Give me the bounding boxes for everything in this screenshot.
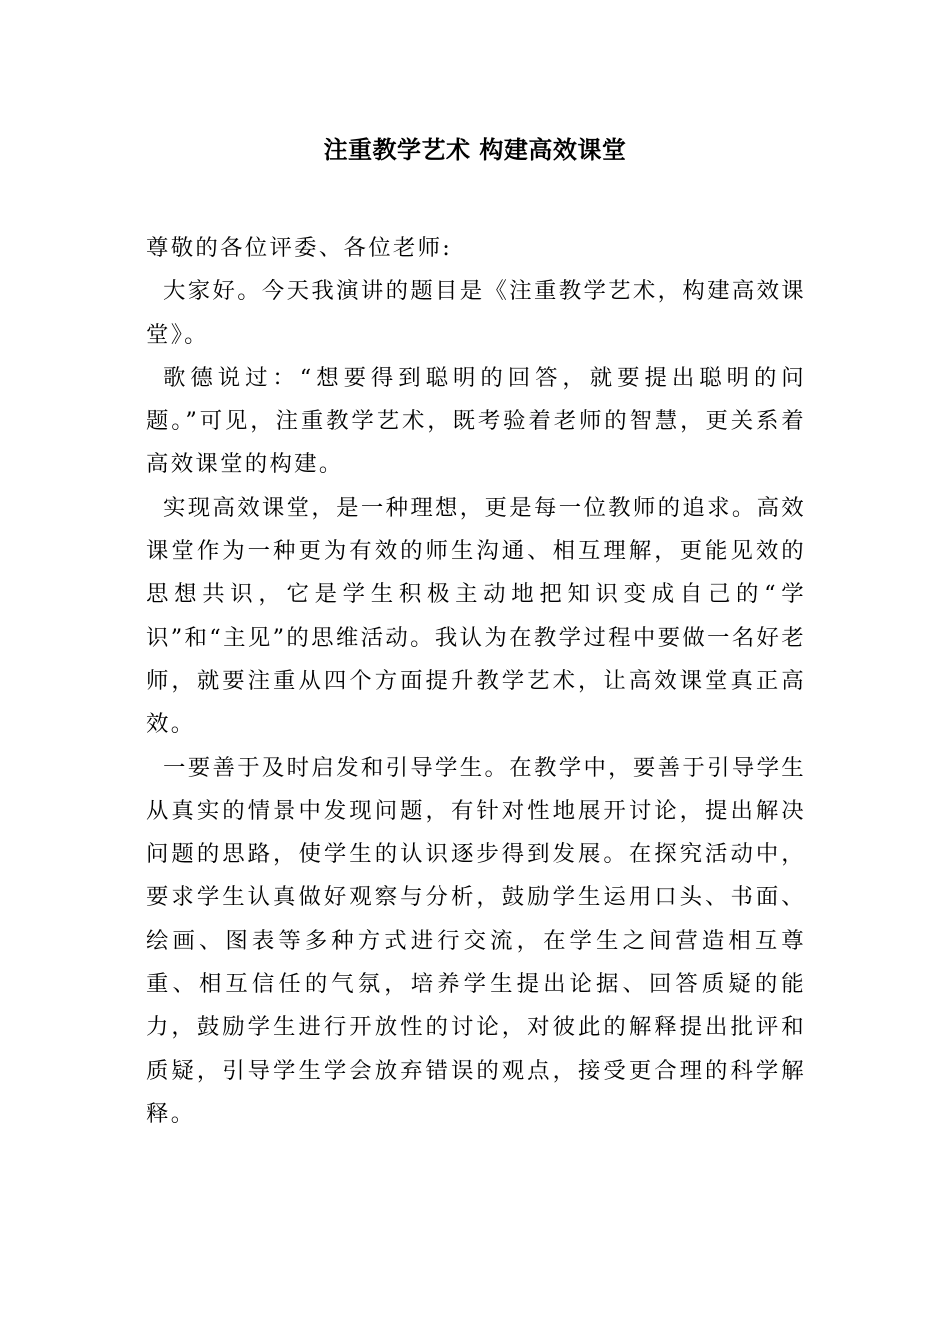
document-title: 注重教学艺术 构建高效课堂 xyxy=(323,136,627,164)
paragraph-point-one: 一要善于及时启发和引导学生。在教学中，要善于引导学生从真实的情景中发现问题，有针对性地展开讨论，提出解决问题的思路，使学生的认识逐步得到发展。在探究活动中，要求学生认真做好观察与分析，鼓励学生运用口头、书面、绘画、图表等多种方式进行交流，在学生之间营造相互尊重、相互信任的气氛，培养学生提出论据、回答质疑的能力，鼓励学生进行开放性的讨论，对彼此的解释提出批评和质疑，引导学生学会放弃错误的观点，接受更合理的科学解释。 xyxy=(146,754,806,1127)
greeting: 尊敬的各位评委、各位老师: xyxy=(146,235,453,261)
paragraph-intro: 大家好。今天我演讲的题目是《注重教学艺术，构建高效课堂》。 xyxy=(146,278,806,348)
paragraph-goethe-quote: 歌德说过：“想要得到聪明的回答，就要提出聪明的问题。”可见，注重教学艺术，既考验着老师的智慧，更关系着高效课堂的构建。 xyxy=(146,364,806,478)
paragraph-efficient-classroom: 实现高效课堂，是一种理想，更是每一位教师的追求。高效课堂作为一种更为有效的师生沟通、相互理解，更能见效的思想共识，它是学生积极主动地把知识变成自己的“学识”和“主见”的思维活动。我认为在教学过程中要做一名好老师，就要注重从四个方面提升教学艺术，让高效课堂真正高效。 xyxy=(146,494,806,738)
document-body xyxy=(146,227,806,1136)
